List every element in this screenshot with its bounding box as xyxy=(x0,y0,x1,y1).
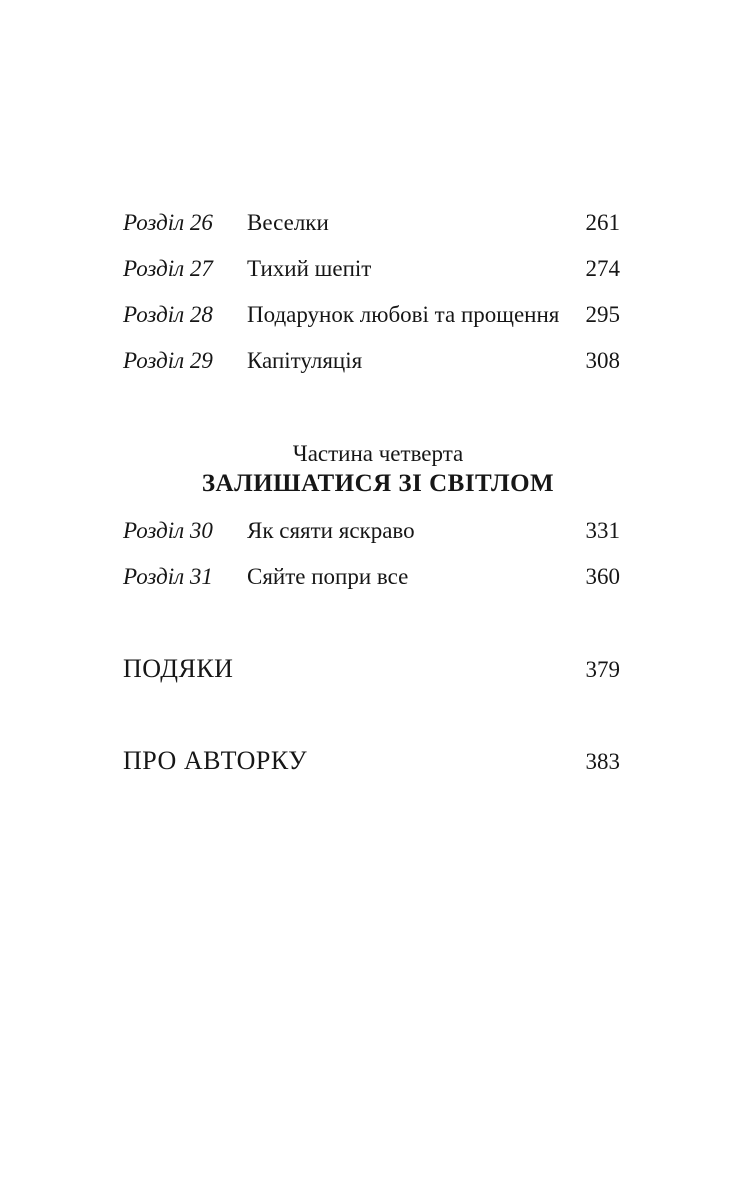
chapter-label: Розділ 26 xyxy=(123,210,213,235)
toc-entry xyxy=(123,254,620,284)
chapter-page-number: 360 xyxy=(585,564,620,589)
chapter-page-number: 274 xyxy=(585,256,620,281)
back-matter-page-number: 379 xyxy=(585,657,620,682)
chapter-title: Тихий шепіт xyxy=(247,256,372,281)
chapter-title: Сяйте попри все xyxy=(247,564,409,589)
chapter-title: Веселки xyxy=(247,210,329,235)
chapter-page-number: 331 xyxy=(585,518,620,543)
back-matter-title: ПРО АВТОРКУ xyxy=(123,746,308,775)
chapter-title: Капітуляція xyxy=(247,348,363,373)
chapter-title: Як сяяти яскраво xyxy=(247,518,415,543)
toc-entry xyxy=(123,300,620,330)
toc-entry xyxy=(123,516,620,546)
part-heading xyxy=(0,439,756,499)
toc-entry xyxy=(123,562,620,592)
back-matter-entry xyxy=(123,745,620,778)
chapter-page-number: 308 xyxy=(585,348,620,373)
chapter-page-number: 261 xyxy=(585,210,620,235)
toc-entry xyxy=(123,346,620,376)
part-kicker: Частина четверта xyxy=(292,441,464,466)
part-title: ЗАЛИШАТИСЯ ЗІ СВІТЛОМ xyxy=(201,470,555,497)
chapter-label: Розділ 28 xyxy=(123,302,213,327)
chapter-label: Розділ 30 xyxy=(123,518,213,543)
chapter-label: Розділ 27 xyxy=(123,256,213,281)
back-matter-entry xyxy=(123,653,620,686)
back-matter-page-number: 383 xyxy=(585,749,620,774)
toc-entry xyxy=(123,208,620,238)
chapter-label: Розділ 29 xyxy=(123,348,213,373)
chapter-label: Розділ 31 xyxy=(123,564,213,589)
chapter-title: Подарунок любові та прощення xyxy=(247,302,560,327)
chapter-page-number: 295 xyxy=(585,302,620,327)
back-matter-title: ПОДЯКИ xyxy=(123,654,234,683)
